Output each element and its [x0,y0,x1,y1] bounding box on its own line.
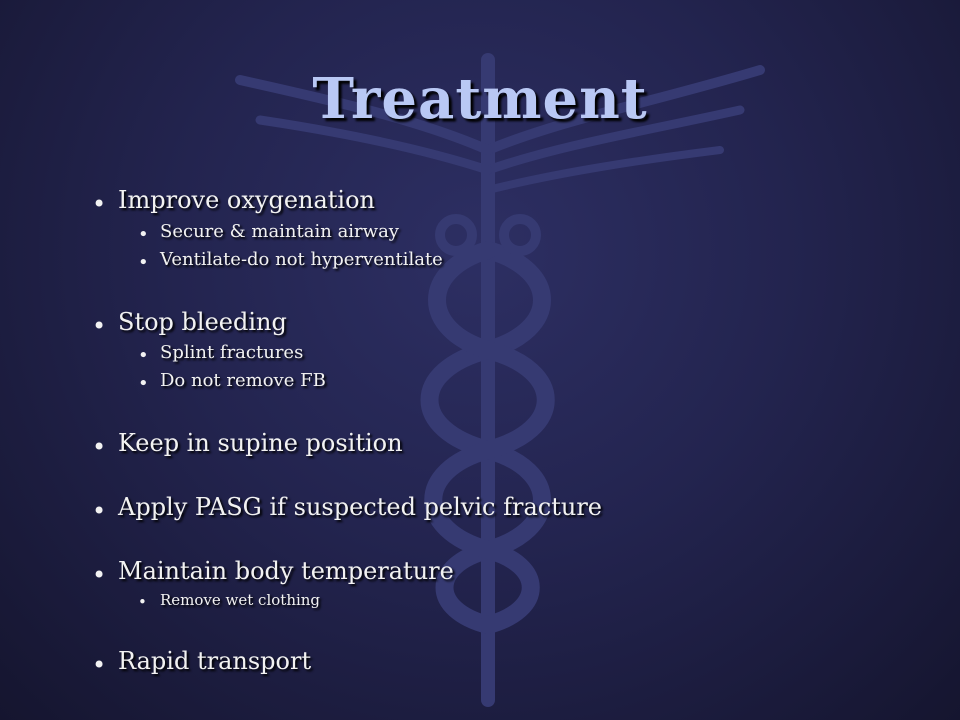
bullet-icon: • [92,190,107,218]
list-item: Rapid transport [118,647,312,675]
list-item: Maintain body temperature [118,557,454,585]
bullet-icon: • [92,312,107,340]
slide-title: Treatment [312,66,648,132]
bullet-icon: • [138,252,149,273]
sub-list-item: Splint fractures [160,342,304,363]
bullet-icon: • [138,224,149,245]
list-item: Stop bleeding [118,308,287,336]
bullet-icon: • [138,373,149,394]
sub-list-item: Remove wet clothing [160,591,321,609]
list-item: Apply PASG if suspected pelvic fracture [118,493,602,521]
bullet-icon: • [138,345,149,366]
bullet-icon: • [92,497,107,525]
list-item: Keep in supine position [118,429,403,457]
bullet-icon: • [92,651,107,679]
sub-list-item: Secure & maintain airway [160,221,399,242]
bullet-icon: • [92,433,107,461]
sub-list-item: Ventilate-do not hyperventilate [160,249,443,270]
bullet-icon: • [138,593,147,611]
list-item: Improve oxygenation [118,186,376,214]
sub-list-item: Do not remove FB [160,370,326,391]
bullet-icon: • [92,561,107,589]
